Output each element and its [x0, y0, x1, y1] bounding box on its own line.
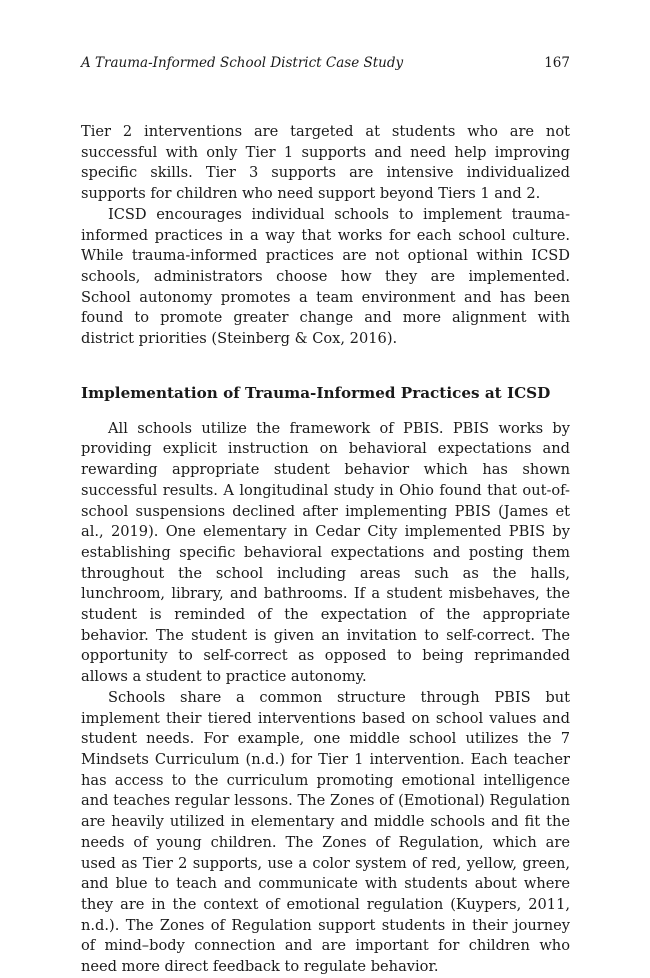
book-page [81, 53, 570, 978]
page-number: 167 [544, 55, 570, 71]
paragraph-icsd-encourages: ICSD encourages individual schools to implement trauma-informed practices in a way that works for each school culture. While trauma-informed practices are not optional within ICSD schools, administrators choose how they are implemented. School autonomy promotes a team environment and has been found to promote greater change and more alignment with district priorities (Steinberg & Cox, 2016). [81, 205, 570, 348]
running-head [81, 53, 570, 73]
paragraph-pbis-framework: All schools utilize the framework of PBIS. PBIS works by providing explicit instruction on behavioral expectations and rewarding appropriate student behavior which has shown successful results. A longitudinal study in Ohio found that out-of-school suspensions declined after implementing PBIS (James et al., 2019). One elementary in Cedar City implemented PBIS by establishing specific behavioral expectations and posting them throughout the school including areas such as the halls, lunchroom, library, and bathrooms. If a student misbehaves, the student is reminded of the expectation of the appropriate behavior. The student is given an invitation to self-correct. The opportunity to self-correct as opposed to being reprimanded allows a student to practice autonomy. [81, 419, 570, 686]
running-title: A Trauma-Informed School District Case Study [81, 55, 404, 71]
paragraph-tiered-interventions: Schools share a common structure through PBIS but implement their tiered interventions based on school values and student needs. For example, one middle school utilizes the 7 Mindsets Curriculum (n.d.) for Tier 1 intervention. Each teacher has access to the curriculum promoting emotional intelligence and teaches regular lessons. The Zones of (Emotional) Regulation are heavily utilized in elementary and middle schools and fit the needs of young children. The Zones of Regulation, which are used as Tier 2 supports, use a color system of red, yellow, green, and blue to teach and communicate with students about where they are in the context of emotional regulation (Kuypers, 2011, n.d.). The Zones of Regulation support students in their journey of mind–body connection and are important for children who need more direct feedback to regulate behavior. [81, 688, 570, 976]
paragraph-tier-2: Tier 2 interventions are targeted at students who are not successful with only Tier 1 supports and need help improving specific skills. Tier 3 supports are intensive individualized supports for children who need support beyond Tiers 1 and 2. [81, 123, 570, 203]
section-heading: Implementation of Trauma-Informed Practices at ICSD [81, 383, 551, 402]
